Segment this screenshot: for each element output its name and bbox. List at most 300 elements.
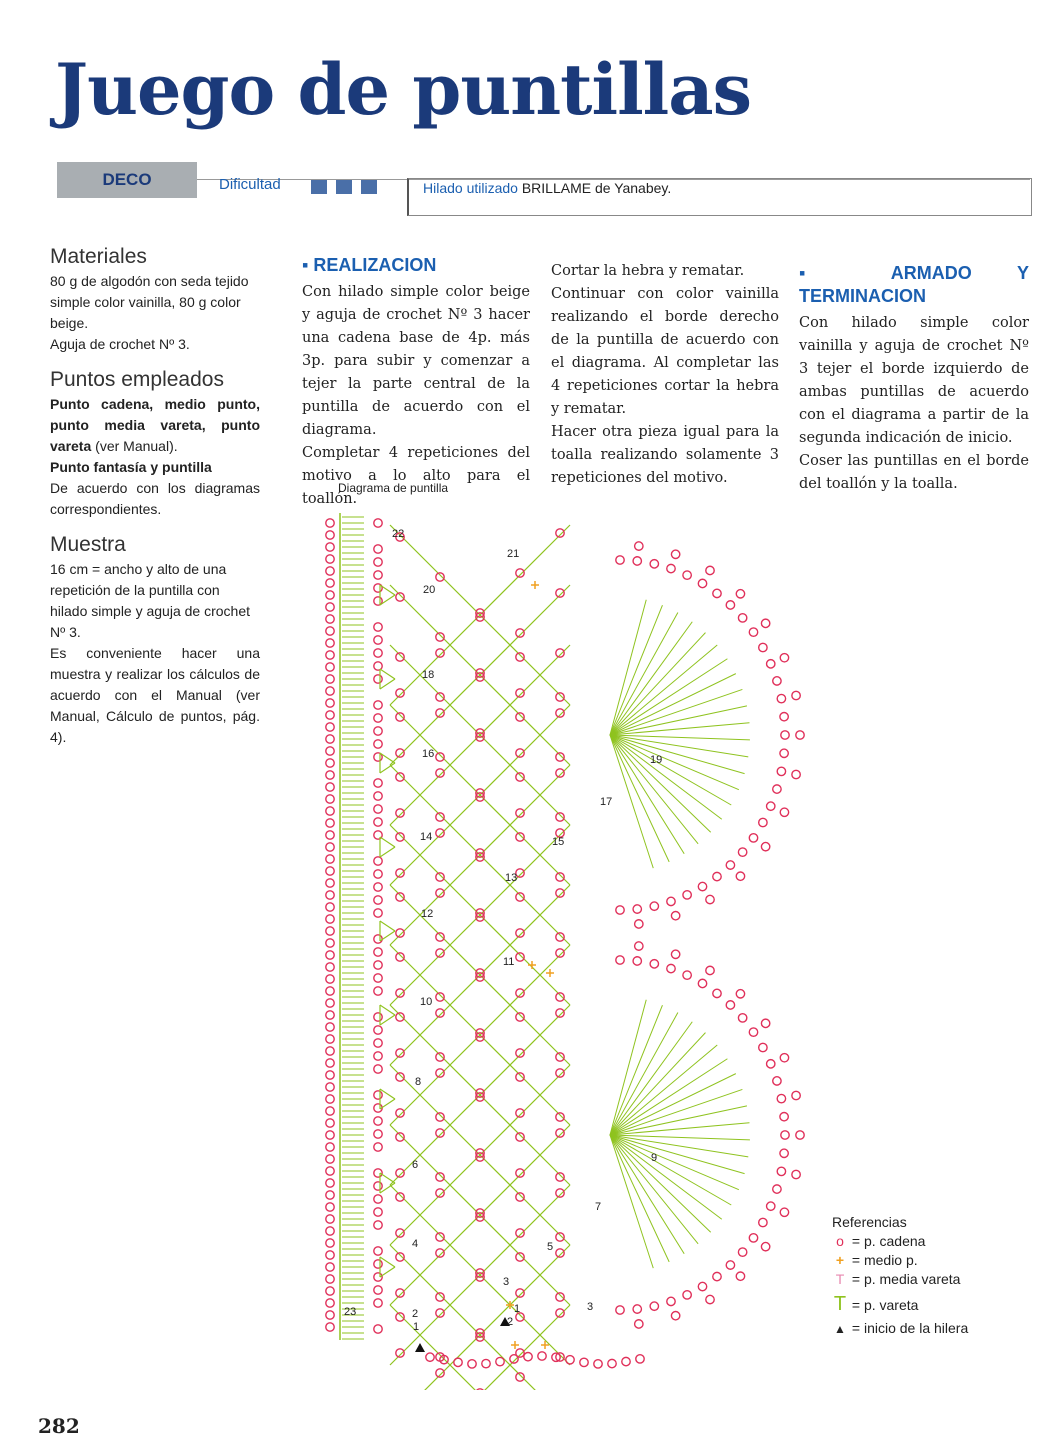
chain-stitch bbox=[761, 1019, 769, 1027]
chain-stitch bbox=[616, 956, 624, 964]
chain-stitch bbox=[374, 1247, 382, 1255]
fantasia-text: De acuerdo con los diagramas correspondientes. bbox=[50, 480, 260, 517]
chain-stitch bbox=[396, 1193, 404, 1201]
chain-stitch bbox=[396, 749, 404, 757]
chain-stitch bbox=[749, 1234, 757, 1242]
chain-stitch bbox=[326, 1263, 334, 1271]
chain-stitch bbox=[650, 560, 658, 568]
chain-icon: o bbox=[836, 1233, 844, 1249]
materiales-heading: Materiales bbox=[50, 245, 147, 268]
chain-stitch bbox=[396, 773, 404, 781]
chain-stitch bbox=[683, 971, 691, 979]
vareta-stitch bbox=[610, 1135, 739, 1190]
ref-start-text: = inicio de la hilera bbox=[851, 1320, 969, 1336]
puntos-heading: Puntos empleados bbox=[50, 368, 224, 391]
chain-stitch bbox=[326, 675, 334, 683]
row-number: 6 bbox=[412, 1159, 419, 1171]
chain-stitch bbox=[326, 1311, 334, 1319]
row-number: 8 bbox=[415, 1076, 422, 1088]
chain-stitch bbox=[713, 989, 721, 997]
chain-stitch bbox=[436, 1293, 444, 1301]
chain-stitch bbox=[633, 1305, 641, 1313]
chain-stitch bbox=[326, 663, 334, 671]
realizacion-heading: ▪ REALIZACION bbox=[302, 255, 437, 275]
row-number: 2 bbox=[412, 1308, 419, 1320]
chain-stitch bbox=[726, 1001, 734, 1009]
chain-stitch bbox=[396, 869, 404, 877]
ref-media-vareta-text: = p. media vareta bbox=[851, 1271, 961, 1287]
chain-stitch bbox=[326, 1179, 334, 1187]
references bbox=[832, 1213, 968, 1338]
left-column bbox=[50, 246, 260, 748]
chain-stitch bbox=[738, 1014, 746, 1022]
vareta-stitch bbox=[380, 931, 395, 941]
chain-stitch bbox=[326, 963, 334, 971]
chain-stitch bbox=[396, 1073, 404, 1081]
chain-stitch bbox=[374, 1325, 382, 1333]
realizacion-p5: Hacer otra pieza igual para la toalla realizando solamente 3 repeticiones del motivo. bbox=[551, 424, 779, 486]
chain-stitch bbox=[738, 848, 746, 856]
puntos-normal: (ver Manual). bbox=[91, 438, 178, 454]
fantasia-heading: Punto fantasía y puntilla bbox=[50, 459, 212, 475]
chain-stitch bbox=[326, 531, 334, 539]
chain-stitch bbox=[667, 564, 675, 572]
chain-stitch bbox=[516, 1193, 524, 1201]
vareta-stitch bbox=[610, 1135, 669, 1262]
muestra-text2: Es conveniente hacer una muestra y realizar los cálculos de acuerdo con el Manual (ver Manual, Cálculo de puntos, pág. 4). bbox=[50, 645, 260, 745]
chain-stitch bbox=[326, 819, 334, 827]
chain-stitch bbox=[777, 694, 785, 702]
chain-stitch bbox=[326, 939, 334, 947]
chain-stitch bbox=[616, 1306, 624, 1314]
chain-stitch bbox=[396, 1049, 404, 1057]
chain-stitch bbox=[622, 1357, 630, 1365]
chain-stitch bbox=[698, 1282, 706, 1290]
row-number: 16 bbox=[422, 748, 435, 760]
chain-stitch bbox=[482, 1359, 490, 1367]
chain-stitch bbox=[374, 961, 382, 969]
chain-stitch bbox=[516, 1289, 524, 1297]
row-number: 20 bbox=[423, 584, 436, 596]
chain-stitch bbox=[636, 1355, 644, 1363]
vareta-stitch bbox=[380, 847, 395, 857]
chain-stitch bbox=[516, 929, 524, 937]
vareta-stitch bbox=[380, 1005, 395, 1015]
chain-stitch bbox=[326, 1287, 334, 1295]
chain-stitch bbox=[780, 808, 788, 816]
row-number: 14 bbox=[420, 831, 433, 843]
chain-stitch bbox=[326, 903, 334, 911]
chain-stitch bbox=[780, 1149, 788, 1157]
chain-stitch bbox=[374, 1195, 382, 1203]
row-number: 23 bbox=[344, 1306, 357, 1318]
chain-stitch bbox=[749, 628, 757, 636]
chain-stitch bbox=[556, 1069, 564, 1077]
chain-stitch bbox=[326, 1143, 334, 1151]
chain-stitch bbox=[326, 1059, 334, 1067]
chain-stitch bbox=[736, 990, 744, 998]
chain-stitch bbox=[556, 1233, 564, 1241]
chain-stitch bbox=[436, 1369, 444, 1377]
chain-stitch bbox=[556, 933, 564, 941]
chain-stitch bbox=[436, 1069, 444, 1077]
chain-stitch bbox=[516, 953, 524, 961]
chain-stitch bbox=[436, 1173, 444, 1181]
chain-stitch bbox=[396, 713, 404, 721]
row-number: 21 bbox=[507, 548, 520, 560]
realizacion-cont-column bbox=[551, 260, 779, 490]
chain-stitch bbox=[396, 1313, 404, 1321]
row-number: 15 bbox=[552, 836, 565, 848]
chain-stitch bbox=[326, 1107, 334, 1115]
chain-stitch bbox=[326, 639, 334, 647]
chain-stitch bbox=[713, 1272, 721, 1280]
chain-stitch bbox=[556, 813, 564, 821]
chain-stitch bbox=[374, 636, 382, 644]
chain-stitch bbox=[374, 1221, 382, 1229]
difficulty-square-icon bbox=[311, 180, 327, 194]
chain-stitch bbox=[556, 769, 564, 777]
chain-stitch bbox=[396, 653, 404, 661]
chain-stitch bbox=[736, 590, 744, 598]
chain-stitch bbox=[326, 1131, 334, 1139]
vareta-stitch bbox=[610, 1135, 722, 1219]
chain-stitch bbox=[767, 802, 775, 810]
triangle-icon: ▲ bbox=[834, 1322, 846, 1336]
chain-stitch bbox=[777, 767, 785, 775]
row-number: 7 bbox=[595, 1201, 602, 1213]
chain-stitch bbox=[780, 1054, 788, 1062]
row-number: 12 bbox=[421, 908, 434, 920]
chain-stitch bbox=[374, 1039, 382, 1047]
yarn-info bbox=[423, 180, 671, 196]
chain-stitch bbox=[594, 1360, 602, 1368]
ref-medio-text: = medio p. bbox=[851, 1252, 918, 1268]
chain-stitch bbox=[374, 883, 382, 891]
chain-stitch bbox=[524, 1352, 532, 1360]
chain-stitch bbox=[516, 773, 524, 781]
chain-stitch bbox=[326, 843, 334, 851]
chain-stitch bbox=[436, 1309, 444, 1317]
chain-stitch bbox=[706, 566, 714, 574]
chain-stitch bbox=[326, 735, 334, 743]
chain-stitch bbox=[780, 1208, 788, 1216]
chain-stitch bbox=[396, 593, 404, 601]
chain-stitch bbox=[510, 1355, 518, 1363]
chain-stitch bbox=[633, 957, 641, 965]
row-number: 11 bbox=[503, 956, 515, 968]
chain-stitch bbox=[496, 1357, 504, 1365]
chain-stitch bbox=[792, 1170, 800, 1178]
puntos-bold: Punto cadena, medio punto, punto media vareta, punto vareta bbox=[50, 396, 260, 454]
chain-stitch bbox=[374, 714, 382, 722]
chain-stitch bbox=[374, 896, 382, 904]
chain-stitch bbox=[796, 1131, 804, 1139]
chain-stitch bbox=[396, 953, 404, 961]
chain-stitch bbox=[667, 1297, 675, 1305]
vareta-stitch bbox=[380, 1173, 395, 1183]
chain-stitch bbox=[556, 873, 564, 881]
chain-stitch bbox=[436, 1113, 444, 1121]
chain-stitch bbox=[566, 1356, 574, 1364]
chain-stitch bbox=[374, 545, 382, 553]
row-number: 1 bbox=[413, 1321, 420, 1333]
chain-stitch bbox=[516, 629, 524, 637]
chain-stitch bbox=[781, 1131, 789, 1139]
chain-stitch bbox=[738, 1248, 746, 1256]
chain-stitch bbox=[326, 543, 334, 551]
crochet-diagram bbox=[320, 495, 820, 1390]
chain-stitch bbox=[374, 909, 382, 917]
chain-stitch bbox=[773, 1185, 781, 1193]
chain-stitch bbox=[792, 1091, 800, 1099]
chain-stitch bbox=[698, 979, 706, 987]
chain-stitch bbox=[374, 818, 382, 826]
chain-stitch bbox=[556, 589, 564, 597]
vareta-stitch bbox=[380, 1267, 395, 1277]
chain-stitch bbox=[326, 627, 334, 635]
chain-stitch bbox=[374, 857, 382, 865]
chain-stitch bbox=[516, 569, 524, 577]
chain-stitch bbox=[556, 949, 564, 957]
chain-stitch bbox=[326, 927, 334, 935]
chain-stitch bbox=[374, 792, 382, 800]
chain-stitch bbox=[374, 1052, 382, 1060]
page-title: Juego de puntillas bbox=[55, 48, 752, 131]
row-number: 17 bbox=[600, 796, 613, 808]
vareta-stitch bbox=[610, 735, 722, 819]
chain-stitch bbox=[780, 749, 788, 757]
chain-stitch bbox=[556, 1293, 564, 1301]
chain-stitch bbox=[436, 649, 444, 657]
chain-stitch bbox=[326, 651, 334, 659]
chain-stitch bbox=[396, 689, 404, 697]
chain-stitch bbox=[326, 603, 334, 611]
chain-stitch bbox=[726, 861, 734, 869]
chain-stitch bbox=[374, 649, 382, 657]
chain-stitch bbox=[759, 1218, 767, 1226]
chain-stitch bbox=[556, 529, 564, 537]
chain-stitch bbox=[374, 558, 382, 566]
muestra-heading: Muestra bbox=[50, 533, 126, 556]
chain-stitch bbox=[326, 1023, 334, 1031]
chain-stitch bbox=[374, 779, 382, 787]
chain-stitch bbox=[516, 1073, 524, 1081]
chain-stitch bbox=[374, 1260, 382, 1268]
chain-stitch bbox=[516, 893, 524, 901]
row-number: 1 bbox=[514, 1303, 521, 1315]
chain-stitch bbox=[326, 891, 334, 899]
yarn-label: Hilado utilizado bbox=[423, 180, 518, 196]
vareta-stitch bbox=[380, 837, 395, 847]
chain-stitch bbox=[374, 948, 382, 956]
chain-stitch bbox=[326, 987, 334, 995]
chain-stitch bbox=[671, 912, 679, 920]
yarn-value: BRILLAME de Yanabey. bbox=[521, 180, 672, 196]
chain-stitch bbox=[671, 550, 679, 558]
chain-stitch bbox=[326, 1203, 334, 1211]
chain-stitch bbox=[671, 950, 679, 958]
chain-stitch bbox=[436, 709, 444, 717]
chain-stitch bbox=[650, 902, 658, 910]
chain-stitch bbox=[436, 1189, 444, 1197]
chain-stitch bbox=[374, 675, 382, 683]
armado-p2: Coser las puntillas en el borde del toallón y la toalla. bbox=[799, 453, 1029, 492]
materiales-text: 80 g de algodón con seda tejido simple color vainilla, 80 g color beige. bbox=[50, 273, 249, 331]
chain-stitch bbox=[374, 623, 382, 631]
chain-stitch bbox=[326, 1215, 334, 1223]
page-number: 282 bbox=[38, 1414, 80, 1438]
chain-stitch bbox=[326, 879, 334, 887]
chain-stitch bbox=[759, 818, 767, 826]
chain-stitch bbox=[436, 873, 444, 881]
ref-medio bbox=[832, 1251, 968, 1270]
chain-stitch bbox=[436, 1009, 444, 1017]
diagram-label: Diagrama de puntilla bbox=[338, 481, 449, 495]
chain-stitch bbox=[326, 951, 334, 959]
chain-stitch bbox=[516, 833, 524, 841]
chain-stitch bbox=[396, 1349, 404, 1357]
chain-stitch bbox=[736, 872, 744, 880]
chain-stitch bbox=[326, 1239, 334, 1247]
chain-stitch bbox=[396, 1169, 404, 1177]
chain-stitch bbox=[468, 1360, 476, 1368]
chain-stitch bbox=[767, 1060, 775, 1068]
chain-stitch bbox=[556, 1129, 564, 1137]
references-heading: Referencias bbox=[832, 1214, 907, 1230]
realizacion-column bbox=[302, 254, 530, 511]
chain-stitch bbox=[538, 1352, 546, 1360]
chain-stitch bbox=[326, 783, 334, 791]
chain-stitch bbox=[781, 731, 789, 739]
chain-stitch bbox=[396, 1289, 404, 1297]
chain-stitch bbox=[374, 727, 382, 735]
vareta-stitch bbox=[610, 622, 692, 735]
chain-stitch bbox=[326, 975, 334, 983]
chain-stitch bbox=[396, 833, 404, 841]
chain-stitch bbox=[608, 1359, 616, 1367]
chain-stitch bbox=[633, 557, 641, 565]
vareta-stitch bbox=[610, 735, 739, 790]
chain-stitch bbox=[326, 759, 334, 767]
chain-stitch bbox=[761, 842, 769, 850]
chain-stitch bbox=[759, 643, 767, 651]
chain-stitch bbox=[516, 1253, 524, 1261]
chain-stitch bbox=[683, 571, 691, 579]
chain-stitch bbox=[326, 1011, 334, 1019]
chain-stitch bbox=[616, 556, 624, 564]
chain-stitch bbox=[516, 1373, 524, 1381]
row-number: 18 bbox=[422, 669, 435, 681]
vareta-stitch bbox=[380, 921, 395, 931]
chain-stitch bbox=[326, 855, 334, 863]
plus-icon: + bbox=[835, 1252, 845, 1268]
chain-stitch bbox=[396, 989, 404, 997]
chain-stitch bbox=[326, 747, 334, 755]
row-number: 22 bbox=[392, 528, 405, 540]
chain-stitch bbox=[749, 1028, 757, 1036]
chain-stitch bbox=[516, 1049, 524, 1057]
chain-stitch bbox=[516, 1169, 524, 1177]
muestra-text1: 16 cm = ancho y alto de una repetición de la puntilla con hilado simple y aguja de crochet Nº 3. bbox=[50, 561, 251, 640]
chain-stitch bbox=[761, 1242, 769, 1250]
chain-stitch bbox=[667, 897, 675, 905]
chain-stitch bbox=[326, 807, 334, 815]
row-number: 5 bbox=[547, 1241, 554, 1253]
vareta-stitch bbox=[610, 1005, 662, 1135]
chain-stitch bbox=[326, 1095, 334, 1103]
chain-stitch bbox=[777, 1167, 785, 1175]
row-numbers bbox=[344, 528, 662, 1333]
row-number: 3 bbox=[503, 1276, 510, 1288]
chain-stitch bbox=[374, 571, 382, 579]
chain-stitch bbox=[326, 723, 334, 731]
chain-stitch bbox=[633, 905, 641, 913]
vareta-stitch bbox=[610, 1135, 731, 1205]
chain-stitch bbox=[792, 770, 800, 778]
chain-stitch bbox=[759, 1043, 767, 1051]
vareta-stitch bbox=[610, 735, 731, 805]
chain-stitch bbox=[436, 933, 444, 941]
chain-stitch bbox=[667, 964, 675, 972]
chain-stitch bbox=[326, 1083, 334, 1091]
chain-stitch bbox=[476, 1389, 484, 1390]
vareta-stitch bbox=[610, 1135, 653, 1268]
chain-stitch bbox=[436, 889, 444, 897]
row-number: 9 bbox=[651, 1152, 658, 1164]
chain-stitch bbox=[326, 831, 334, 839]
chain-stitch bbox=[436, 573, 444, 581]
chain-stitch bbox=[454, 1358, 462, 1366]
row-number: 2 bbox=[507, 1316, 514, 1328]
chain-stitch bbox=[556, 1053, 564, 1061]
ref-vareta bbox=[832, 1289, 968, 1319]
chain-stitch bbox=[326, 1119, 334, 1127]
chain-stitch bbox=[326, 1191, 334, 1199]
difficulty-square-icon bbox=[361, 180, 377, 194]
vareta-stitch bbox=[610, 735, 698, 844]
chain-stitch bbox=[326, 1047, 334, 1055]
chain-stitch bbox=[556, 889, 564, 897]
vareta-stitch bbox=[610, 735, 653, 868]
chain-stitch bbox=[556, 753, 564, 761]
chain-stitch bbox=[374, 1130, 382, 1138]
chain-stitch bbox=[780, 713, 788, 721]
chain-stitch bbox=[326, 1227, 334, 1235]
diagram-stitches bbox=[326, 513, 804, 1390]
realizacion-p1: Con hilado simple color beige y aguja de crochet Nº 3 hacer una cadena base de 4p. más 3p. para subir y comenzar a tejer la parte central de la puntilla de acuerdo con el diagrama. bbox=[302, 284, 530, 438]
chain-stitch bbox=[374, 870, 382, 878]
chain-stitch bbox=[374, 1117, 382, 1125]
chain-stitch bbox=[326, 699, 334, 707]
chain-stitch bbox=[773, 785, 781, 793]
chain-stitch bbox=[436, 813, 444, 821]
chain-stitch bbox=[374, 1299, 382, 1307]
chain-stitch bbox=[326, 915, 334, 923]
armado-title: ARMADO Y TERMINACION bbox=[799, 263, 1029, 306]
chain-stitch bbox=[326, 615, 334, 623]
row-number: 13 bbox=[505, 872, 518, 884]
chain-stitch bbox=[436, 1129, 444, 1137]
vareta-stitch bbox=[610, 689, 742, 735]
chain-stitch bbox=[326, 1299, 334, 1307]
row-number: 3 bbox=[587, 1301, 594, 1313]
chain-stitch bbox=[326, 519, 334, 527]
vareta-stitch bbox=[610, 1022, 692, 1135]
row-number: 4 bbox=[412, 1238, 419, 1250]
chain-stitch bbox=[736, 1272, 744, 1280]
chain-stitch bbox=[436, 949, 444, 957]
